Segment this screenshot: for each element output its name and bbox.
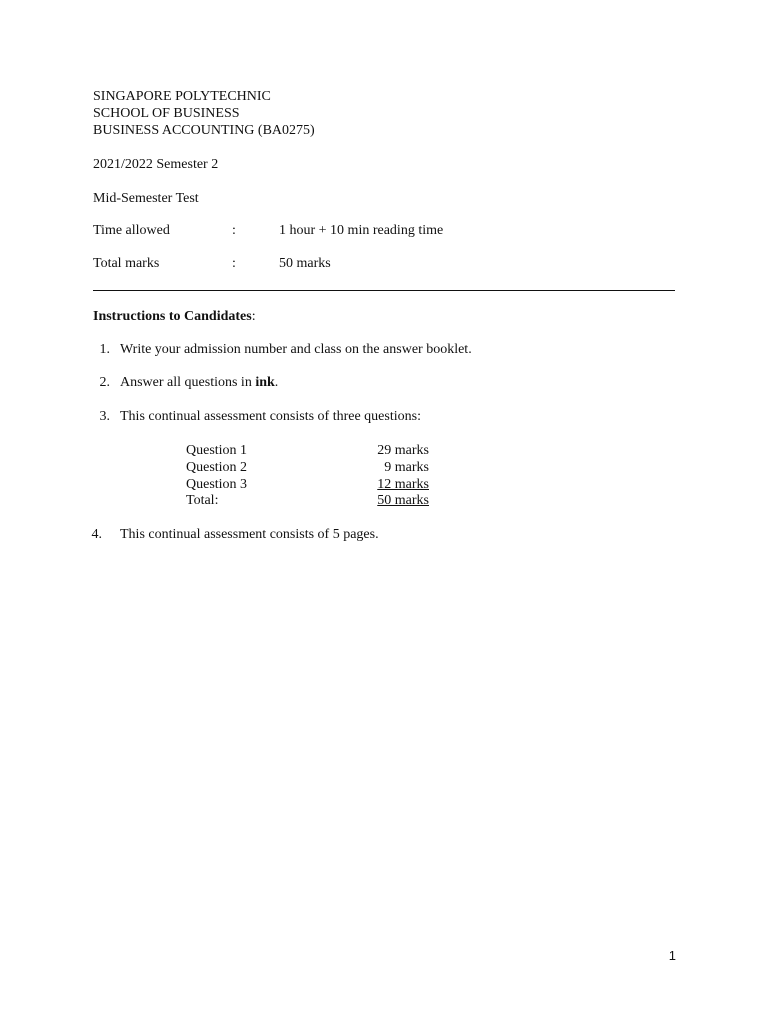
instruction-text [120,375,278,391]
question-name: Question 3 [186,477,248,492]
instruction-text-part: Answer all questions in [120,375,256,390]
horizontal-divider [93,290,675,291]
instruction-number: 4. [91,527,102,542]
instructions-heading-colon: : [251,309,256,324]
question-marks: 9 marks [384,460,429,475]
instruction-text-bold: ink [255,375,275,390]
page-number: 1 [668,948,676,963]
total-marks-separator: : [232,256,236,271]
instruction-text: This continual assessment consists of three questions: [120,409,421,424]
time-allowed-value: 1 hour + 10 min reading time [279,223,444,238]
instruction-number: 3. [99,409,110,424]
question-marks-underlined: 12 marks [377,477,429,492]
question-marks: 29 marks [377,443,429,458]
time-allowed-separator: : [232,223,236,238]
test-name: Mid-Semester Test [93,191,199,206]
total-marks-label: Total marks [93,256,160,271]
semester-label: 2021/2022 Semester 2 [93,157,219,172]
total-label: Total: [186,493,219,508]
institution-name: SINGAPORE POLYTECHNIC [93,89,271,104]
total-marks [330,493,429,509]
school-name: SCHOOL OF BUSINESS [93,106,240,121]
total-marks-underlined: 50 marks [377,493,429,508]
question-name: Question 2 [186,460,248,475]
instruction-text: This continual assessment consists of 5 pages. [120,527,379,542]
instructions-heading-text: Instructions to Candidates [93,309,252,324]
question-name: Question 1 [186,443,248,458]
instruction-text-part: . [274,375,279,390]
question-marks [330,477,429,493]
course-title: BUSINESS ACCOUNTING (BA0275) [93,123,315,138]
time-allowed-label: Time allowed [93,223,170,238]
instructions-heading [93,308,256,325]
total-marks-value: 50 marks [279,256,331,271]
instruction-text: Write your admission number and class on the answer booklet. [120,342,472,357]
instruction-number: 2. [99,375,110,390]
instruction-number: 1. [99,342,110,357]
